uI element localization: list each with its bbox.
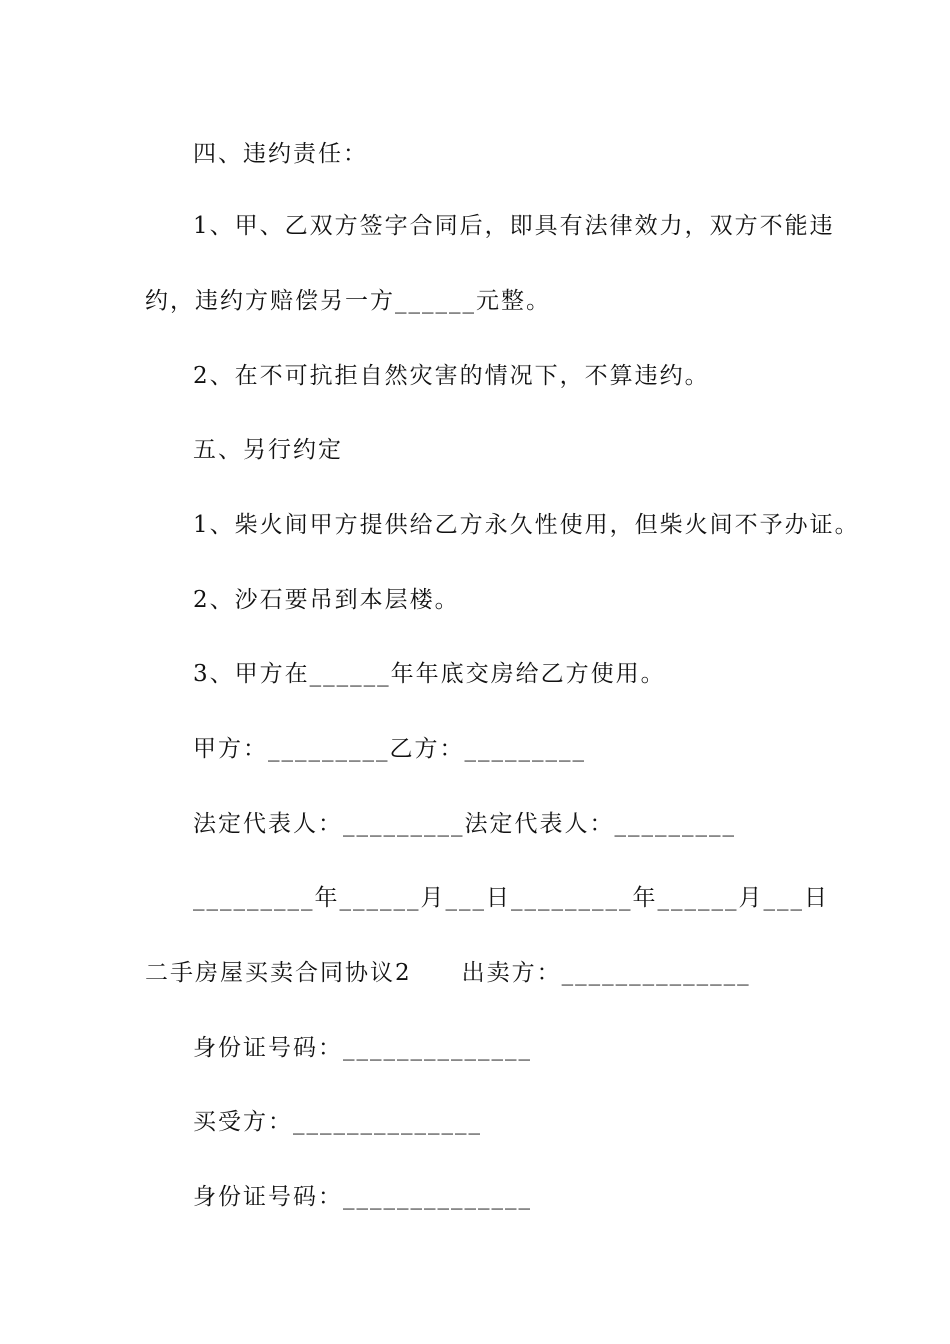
clause-text-continued: 约，违约方赔偿另一方______元整。 <box>145 288 551 314</box>
seller-id-number: 身份证号码：______________ <box>193 1035 532 1061</box>
clause-text: 2、沙石要吊到本层楼。 <box>193 587 460 613</box>
contract-title-seller: 二手房屋买卖合同协议2 出卖方：______________ <box>145 960 751 986</box>
buyer-id-number: 身份证号码：______________ <box>193 1184 532 1210</box>
section-heading-breach-liability: 四、违约责任： <box>193 141 368 167</box>
clause-text: 3、甲方在______年年底交房给乙方使用。 <box>193 661 666 687</box>
buyer-field: 买受方：______________ <box>193 1109 482 1135</box>
signature-legal-representatives: 法定代表人：_________法定代表人：_________ <box>193 811 736 837</box>
section-heading-other-agreements: 五、另行约定 <box>193 437 343 463</box>
clause-text: 1、甲、乙双方签字合同后，即具有法律效力，双方不能违 <box>193 213 835 239</box>
clause-text: 1、柴火间甲方提供给乙方永久性使用，但柴火间不予办证。 <box>193 512 860 538</box>
signature-dates: _________年______月___日_________年______月___日 <box>193 885 829 911</box>
clause-text: 2、在不可抗拒自然灾害的情况下，不算违约。 <box>193 363 710 389</box>
signature-parties: 甲方：_________乙方：_________ <box>193 736 586 762</box>
